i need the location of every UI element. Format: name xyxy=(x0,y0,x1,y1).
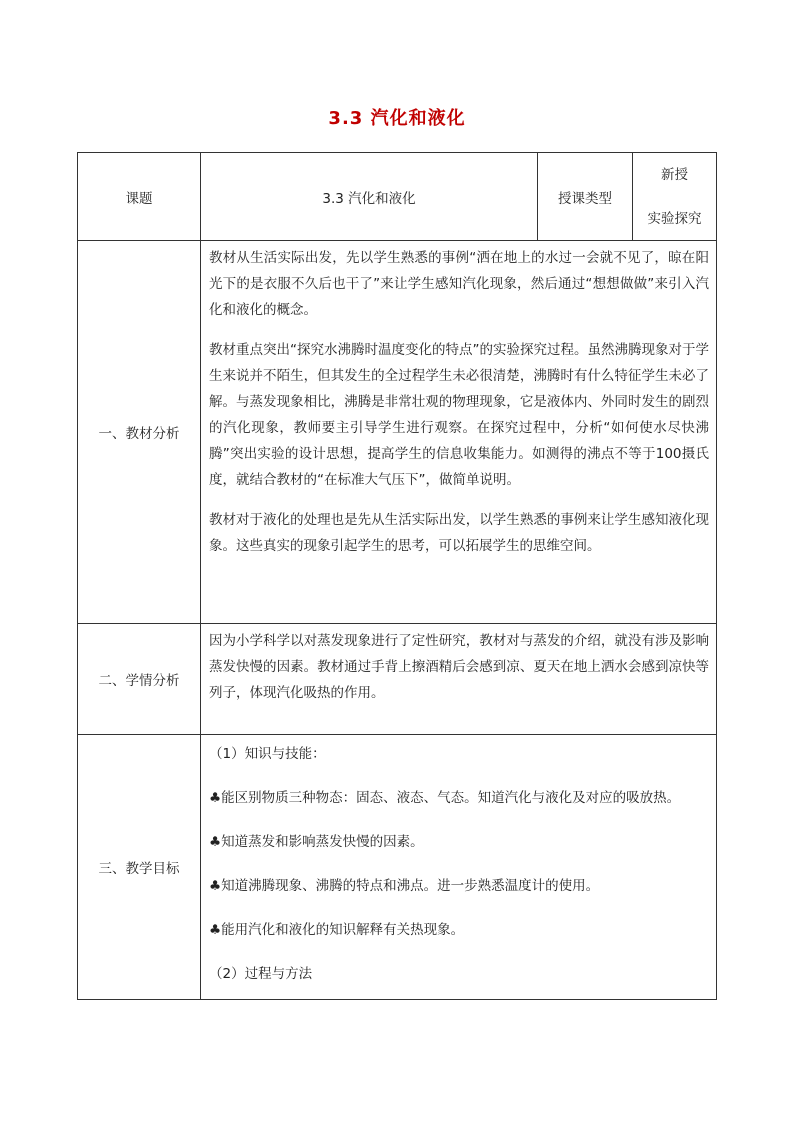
section-content xyxy=(201,735,717,1000)
section-label: 一、教材分析 xyxy=(78,241,201,624)
bullet-item: ♣知道沸腾现象、沸腾的特点和沸点。进一步熟悉温度计的使用。 xyxy=(209,878,600,894)
paragraph: 教材从生活实际出发，先以学生熟悉的事例“洒在地上的水过一会就不见了，晾在阳光下的是衣服不久后也干了”来让学生感知汽化现象，然后通过“想想做做”来引入汽化和液化的概念。 xyxy=(209,250,709,318)
bullet-item: ♣能区别物质三种物态：固态、液态、气态。知道汽化与液化及对应的吸放热。 xyxy=(209,790,681,806)
paragraph: 因为小学科学以对蒸发现象进行了定性研究，教材对与蒸发的介绍，就没有涉及影响蒸发快慢的因素。教材通过手背上擦酒精后会感到凉、夏天在地上洒水会感到凉快等列子，体现汽化吸热的作用。 xyxy=(209,633,709,701)
lesson-type-line-1: 新授 xyxy=(661,166,688,183)
section-row-teaching-goals xyxy=(78,735,717,1000)
lesson-type-line-2: 实验探究 xyxy=(647,210,702,227)
section-content xyxy=(201,241,717,624)
section-row-student-analysis xyxy=(78,624,717,735)
bullet-item: ♣知道蒸发和影响蒸发快慢的因素。 xyxy=(209,834,424,850)
paragraph: （1）知识与技能： xyxy=(209,746,326,762)
lesson-plan-table xyxy=(77,152,717,1000)
paragraph: 教材重点突出“探究水沸腾时温度变化的特点”的实验探究过程。虽然沸腾现象对于学生来说并不陌生，但其发生的全过程学生未必很清楚，沸腾时有什么特征学生未必了解。与蒸发现象相比，沸腾是非常壮观的物理现象，它是液体内、外同时发生的剧烈的汽化现象，教师要主引导学生进行观察。在探究过程中，分析“如何使水尽快沸腾”突出实验的设计思想，提高学生的信息收集能力。如测得的沸点不等于100摄氏度，就结合教材的“在标准大气压下”，做简单说明。 xyxy=(209,342,709,488)
bullet-item: ♣能用汽化和液化的知识解释有关热现象。 xyxy=(209,922,465,938)
topic-label: 课题 xyxy=(78,153,201,241)
paragraph: （2）过程与方法 xyxy=(209,966,313,982)
lesson-type-value xyxy=(633,153,717,241)
section-label: 二、学情分析 xyxy=(78,624,201,735)
topic-value: 3.3 汽化和液化 xyxy=(201,153,538,241)
page-title: 3.3 汽化和液化 xyxy=(328,108,466,129)
lesson-type-label: 授课类型 xyxy=(538,153,633,241)
section-content xyxy=(201,624,717,735)
section-row-textbook-analysis xyxy=(78,241,717,624)
section-label: 三、教学目标 xyxy=(78,735,201,1000)
paragraph: 教材对于液化的处理也是先从生活实际出发，以学生熟悉的事例来让学生感知液化现象。这些真实的现象引起学生的思考，可以拓展学生的思维空间。 xyxy=(209,512,709,554)
header-row xyxy=(78,153,717,241)
